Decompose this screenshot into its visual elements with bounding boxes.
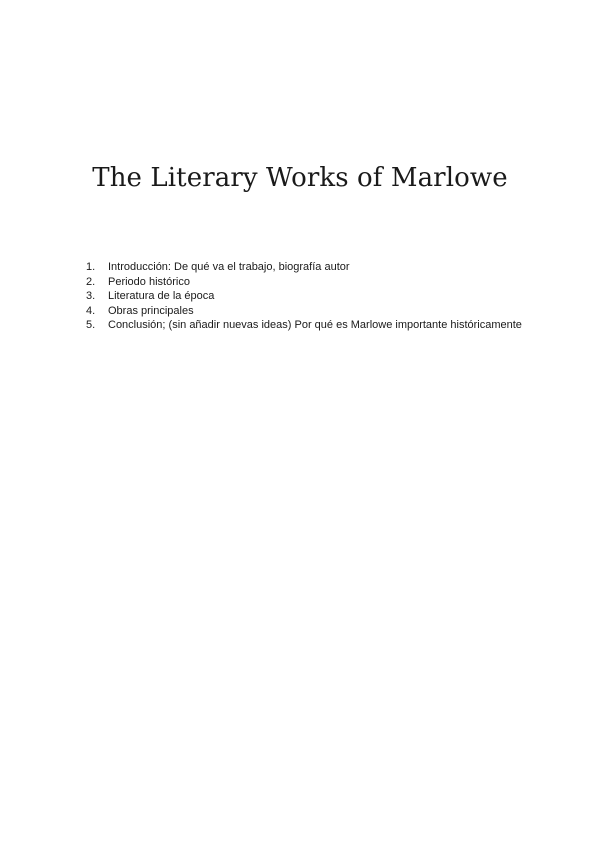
outline-item-number: 5. bbox=[86, 319, 96, 332]
outline-item-text: Periodo histórico bbox=[108, 275, 190, 288]
document-title: The Literary Works of Marlowe bbox=[92, 163, 508, 193]
outline-item-number: 4. bbox=[86, 304, 96, 317]
outline-item-text: Conclusión; (sin añadir nuevas ideas) Por qué es Marlowe importante históricamente bbox=[108, 319, 522, 332]
outline-item-text: Literatura de la época bbox=[108, 290, 215, 303]
outline-item-3 bbox=[86, 289, 566, 304]
outline-item-2 bbox=[86, 275, 566, 290]
outline-item-number: 2. bbox=[86, 275, 96, 288]
outline-item-text: Obras principales bbox=[108, 304, 194, 317]
outline-item-1 bbox=[86, 260, 566, 275]
outline-item-number: 1. bbox=[86, 261, 96, 273]
outline-item-text: Introducción: De qué va el trabajo, biografía autor bbox=[108, 261, 350, 273]
outline-item-4 bbox=[86, 304, 566, 319]
outline-item-5 bbox=[86, 318, 566, 333]
outline-list bbox=[86, 260, 566, 333]
outline-item-number: 3. bbox=[86, 290, 96, 303]
